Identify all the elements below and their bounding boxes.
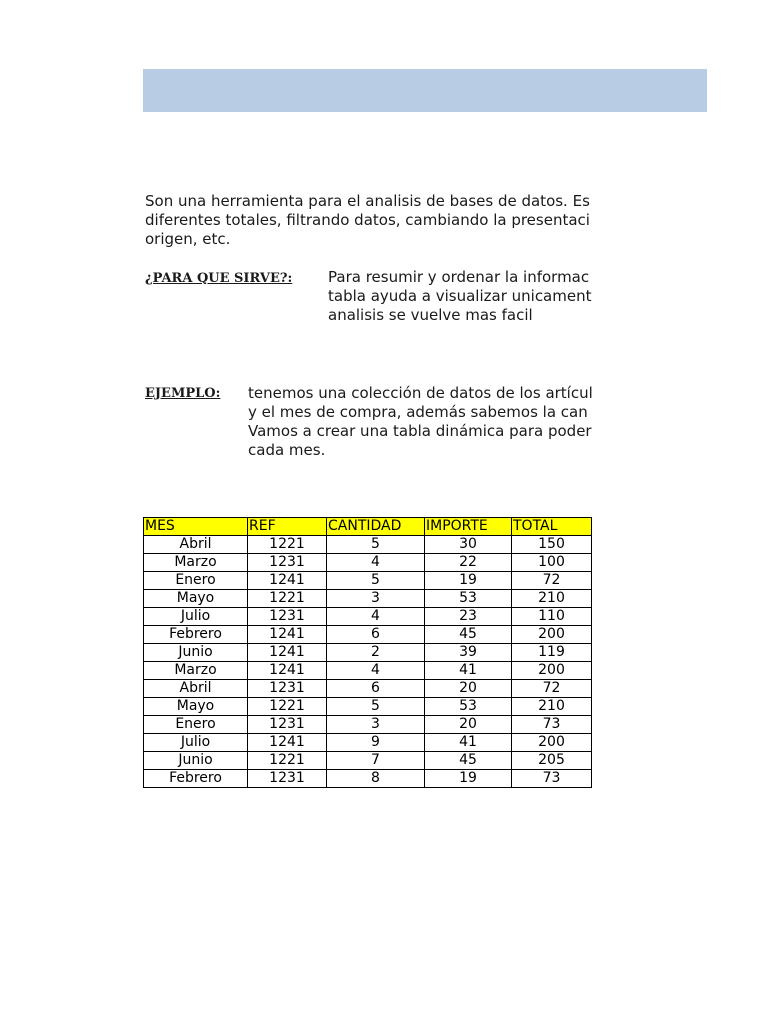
- cell-total: 73: [512, 770, 592, 788]
- cell-mes: Febrero: [144, 626, 248, 644]
- cell-total: 119: [512, 644, 592, 662]
- para-que-sirve-label: ¿PARA QUE SIRVE?:: [145, 271, 293, 286]
- cell-total: 150: [512, 536, 592, 554]
- cell-ref: 1221: [248, 536, 327, 554]
- cell-ref: 1241: [248, 644, 327, 662]
- cell-cantidad: 2: [327, 644, 425, 662]
- header-ref: REF: [248, 518, 327, 536]
- cell-cantidad: 4: [327, 608, 425, 626]
- ejemplo-line: y el mes de compra, además sabemos la can: [248, 403, 588, 421]
- cell-cantidad: 9: [327, 734, 425, 752]
- cell-importe: 23: [425, 608, 512, 626]
- cell-ref: 1241: [248, 626, 327, 644]
- table-row: [144, 716, 592, 734]
- table-row: [144, 734, 592, 752]
- cell-total: 210: [512, 698, 592, 716]
- intro-line: origen, etc.: [145, 230, 231, 248]
- cell-importe: 22: [425, 554, 512, 572]
- intro-line: diferentes totales, filtrando datos, cambiando la presentaci: [145, 211, 590, 229]
- cell-importe: 20: [425, 680, 512, 698]
- table-row: [144, 554, 592, 572]
- header-importe: IMPORTE: [425, 518, 512, 536]
- cell-total: 200: [512, 662, 592, 680]
- cell-importe: 20: [425, 716, 512, 734]
- table-row: [144, 698, 592, 716]
- cell-cantidad: 4: [327, 554, 425, 572]
- cell-ref: 1241: [248, 734, 327, 752]
- para-que-sirve-line: Para resumir y ordenar la informac: [328, 268, 590, 286]
- title-banner: [143, 69, 707, 112]
- table-row: [144, 626, 592, 644]
- cell-ref: 1221: [248, 590, 327, 608]
- intro-paragraph: [145, 192, 593, 252]
- para-que-sirve-text: [328, 268, 593, 328]
- cell-mes: Febrero: [144, 770, 248, 788]
- cell-ref: 1231: [248, 680, 327, 698]
- cell-importe: 53: [425, 590, 512, 608]
- cell-cantidad: 5: [327, 572, 425, 590]
- cell-ref: 1231: [248, 716, 327, 734]
- cell-mes: Enero: [144, 572, 248, 590]
- table-row: [144, 590, 592, 608]
- cell-total: 72: [512, 572, 592, 590]
- cell-mes: Junio: [144, 644, 248, 662]
- cell-ref: 1221: [248, 752, 327, 770]
- table-row: [144, 572, 592, 590]
- cell-importe: 45: [425, 752, 512, 770]
- cell-mes: Abril: [144, 680, 248, 698]
- cell-mes: Abril: [144, 536, 248, 554]
- cell-ref: 1241: [248, 662, 327, 680]
- cell-ref: 1221: [248, 698, 327, 716]
- table-row: [144, 752, 592, 770]
- table-row: [144, 770, 592, 788]
- table-row: [144, 536, 592, 554]
- cell-mes: Julio: [144, 608, 248, 626]
- cell-cantidad: 3: [327, 590, 425, 608]
- cell-total: 200: [512, 626, 592, 644]
- intro-line: Son una herramienta para el analisis de bases de datos. Es: [145, 192, 590, 210]
- header-total: TOTAL: [512, 518, 592, 536]
- cell-ref: 1231: [248, 770, 327, 788]
- cell-total: 73: [512, 716, 592, 734]
- cell-importe: 19: [425, 572, 512, 590]
- cell-mes: Marzo: [144, 662, 248, 680]
- cell-mes: Marzo: [144, 554, 248, 572]
- cell-ref: 1231: [248, 554, 327, 572]
- cell-cantidad: 5: [327, 698, 425, 716]
- cell-ref: 1231: [248, 608, 327, 626]
- cell-mes: Junio: [144, 752, 248, 770]
- header-mes: MES: [144, 518, 248, 536]
- ejemplo-text: [248, 384, 593, 462]
- cell-mes: Julio: [144, 734, 248, 752]
- header-cantidad: CANTIDAD: [327, 518, 425, 536]
- data-table: [143, 517, 592, 788]
- cell-cantidad: 3: [327, 716, 425, 734]
- cell-mes: Enero: [144, 716, 248, 734]
- cell-total: 100: [512, 554, 592, 572]
- cell-ref: 1241: [248, 572, 327, 590]
- cell-cantidad: 5: [327, 536, 425, 554]
- cell-importe: 19: [425, 770, 512, 788]
- table-row: [144, 680, 592, 698]
- cell-importe: 39: [425, 644, 512, 662]
- ejemplo-label: EJEMPLO:: [145, 386, 221, 401]
- para-que-sirve-line: analisis se vuelve mas facil: [328, 306, 533, 324]
- cell-mes: Mayo: [144, 590, 248, 608]
- ejemplo-line: cada mes.: [248, 441, 326, 459]
- table-header-row: [144, 518, 592, 536]
- cell-cantidad: 6: [327, 626, 425, 644]
- cell-cantidad: 6: [327, 680, 425, 698]
- cell-total: 110: [512, 608, 592, 626]
- ejemplo-line: tenemos una colección de datos de los artícul: [248, 384, 593, 402]
- cell-total: 72: [512, 680, 592, 698]
- cell-total: 200: [512, 734, 592, 752]
- cell-importe: 53: [425, 698, 512, 716]
- table-row: [144, 662, 592, 680]
- cell-total: 205: [512, 752, 592, 770]
- cell-importe: 30: [425, 536, 512, 554]
- table-row: [144, 608, 592, 626]
- cell-cantidad: 7: [327, 752, 425, 770]
- ejemplo-line: Vamos a crear una tabla dinámica para poder: [248, 422, 592, 440]
- para-que-sirve-line: tabla ayuda a visualizar unicament: [328, 287, 592, 305]
- cell-importe: 45: [425, 626, 512, 644]
- cell-importe: 41: [425, 662, 512, 680]
- cell-cantidad: 4: [327, 662, 425, 680]
- table-body: [144, 536, 592, 788]
- cell-cantidad: 8: [327, 770, 425, 788]
- table-row: [144, 644, 592, 662]
- cell-mes: Mayo: [144, 698, 248, 716]
- cell-total: 210: [512, 590, 592, 608]
- cell-importe: 41: [425, 734, 512, 752]
